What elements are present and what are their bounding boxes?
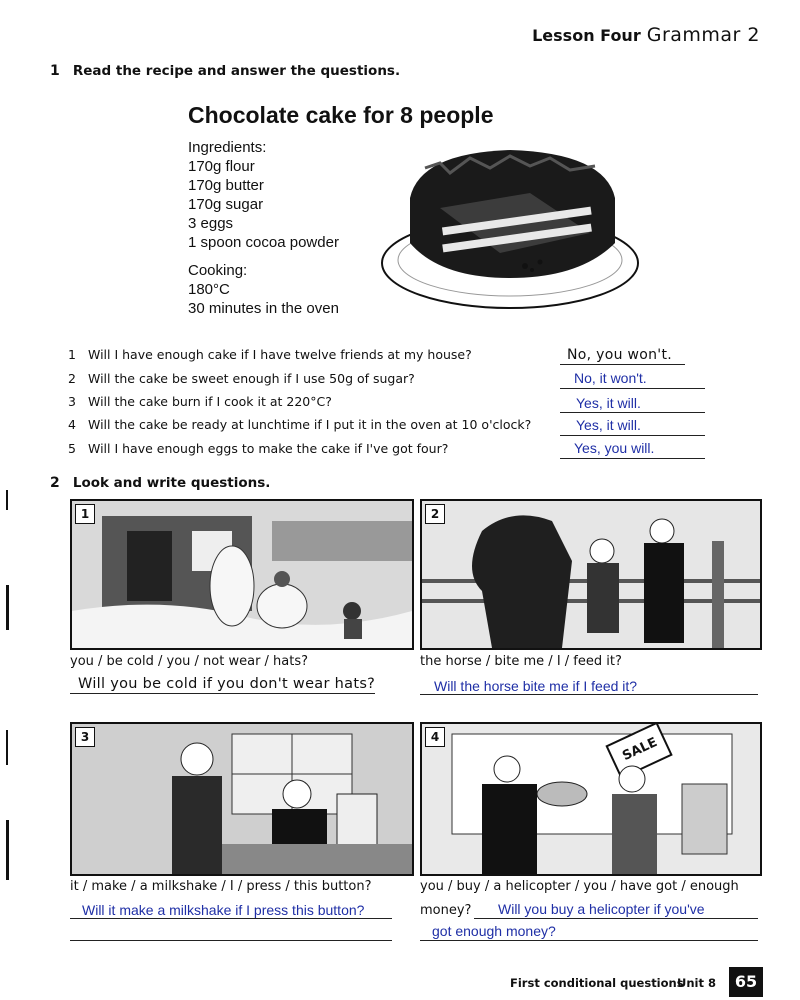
question-4: 4 Will the cake be ready at lunchtime if I put it in the oven at 10 o'clock? — [68, 417, 532, 432]
answer-q4-continued[interactable]: got enough money? — [432, 923, 556, 939]
ingredients-block — [188, 138, 339, 252]
milkshake-scene-picture — [72, 724, 412, 874]
margin-mark — [6, 730, 8, 765]
sale-sign: SALE — [620, 734, 660, 765]
picture-panel-3 — [70, 722, 414, 876]
question-text: Will the cake be ready at lunchtime if I put it in the oven at 10 o'clock? — [88, 417, 532, 432]
ingredients-label: Ingredients: — [188, 139, 267, 156]
cooking-item: 30 minutes in the oven — [188, 300, 339, 317]
answer-3[interactable]: Yes, it will. — [576, 395, 641, 411]
answer-line — [560, 458, 705, 459]
question-text: Will I have enough eggs to make the cake if I've got four? — [88, 441, 449, 456]
answer-line — [560, 388, 705, 389]
exercise1-instruction: Read the recipe and answer the questions. — [72, 63, 401, 79]
question-text: Will I have enough cake if I have twelve friends at my house? — [88, 347, 472, 362]
picture-panel-4 — [420, 722, 762, 876]
answer-q3[interactable]: Will it make a milkshake if I press this button? — [82, 902, 365, 918]
panel-number-4: 4 — [425, 727, 445, 747]
answer-line — [560, 435, 705, 436]
panel-number-1: 1 — [75, 504, 95, 524]
cooking-block — [188, 261, 339, 318]
question-3: 3 Will the cake burn if I cook it at 220°C? — [68, 394, 332, 409]
margin-mark — [6, 490, 8, 510]
ingredient-item: 170g flour — [188, 158, 255, 175]
answer-line — [70, 693, 375, 694]
question-text: Will the cake be sweet enough if I use 50g of sugar? — [88, 371, 415, 386]
picture-panel-2 — [420, 499, 762, 650]
answer-q1: Will you be cold if you don't wear hats? — [78, 676, 376, 692]
cooking-item: 180°C — [188, 281, 230, 298]
panel-number-3: 3 — [75, 727, 95, 747]
cooking-label: Cooking: — [188, 262, 248, 279]
prompt-3: it / make / a milkshake / I / press / this button? — [70, 879, 372, 894]
ingredient-item: 1 spoon cocoa powder — [188, 234, 339, 251]
answer-line — [560, 364, 685, 365]
ingredient-item: 170g butter — [188, 177, 264, 194]
exercise2-heading — [50, 472, 270, 491]
shop-scene-picture — [422, 724, 760, 874]
footer-unit: Unit 8 — [677, 976, 716, 990]
answer-line — [420, 940, 758, 941]
page-number: 65 — [729, 967, 763, 997]
cake-illustration — [380, 138, 640, 313]
question-1: 1 Will I have enough cake if I have twelve friends at my house? — [68, 347, 472, 362]
exercise1-number: 1 — [50, 63, 60, 79]
exercise1-heading — [50, 60, 400, 79]
exercise2-number: 2 — [50, 475, 60, 491]
picture-panel-1 — [70, 499, 414, 650]
grammar-label: Grammar 2 — [646, 24, 760, 46]
answer-line — [474, 918, 758, 919]
answer-1: No, you won't. — [567, 347, 672, 363]
answer-line — [70, 940, 392, 941]
answer-5[interactable]: Yes, you will. — [574, 440, 655, 456]
prompt-1: you / be cold / you / not wear / hats? — [70, 654, 309, 669]
exercise2-instruction: Look and write questions. — [72, 475, 271, 491]
question-2: 2 Will the cake be sweet enough if I use 50g of sugar? — [68, 371, 415, 386]
answer-line — [560, 412, 705, 413]
horse-scene-picture — [422, 501, 760, 648]
prompt-4: you / buy / a helicopter / you / have got / enough — [420, 879, 739, 894]
answer-q2[interactable]: Will the horse bite me if I feed it? — [434, 678, 638, 694]
answer-2[interactable]: No, it won't. — [574, 370, 647, 386]
footer-topic: First conditional questions — [510, 976, 684, 990]
panel-number-2: 2 — [425, 504, 445, 524]
prompt-4-continued: money? — [420, 903, 472, 918]
question-text: Will the cake burn if I cook it at 220°C? — [88, 394, 332, 409]
lesson-header — [532, 24, 760, 46]
ingredient-item: 170g sugar — [188, 196, 264, 213]
answer-line — [70, 918, 392, 919]
margin-mark — [6, 585, 9, 630]
margin-mark — [6, 820, 9, 880]
lesson-label: Lesson Four — [532, 26, 641, 45]
question-5: 5 Will I have enough eggs to make the cake if I've got four? — [68, 441, 449, 456]
answer-q4[interactable]: Will you buy a helicopter if you've — [498, 901, 705, 917]
recipe-title: Chocolate cake for 8 people — [188, 102, 494, 128]
answer-line — [420, 694, 758, 695]
winter-scene-picture — [72, 501, 412, 648]
answer-4[interactable]: Yes, it will. — [576, 417, 641, 433]
ingredient-item: 3 eggs — [188, 215, 234, 232]
prompt-2: the horse / bite me / I / feed it? — [420, 654, 622, 669]
